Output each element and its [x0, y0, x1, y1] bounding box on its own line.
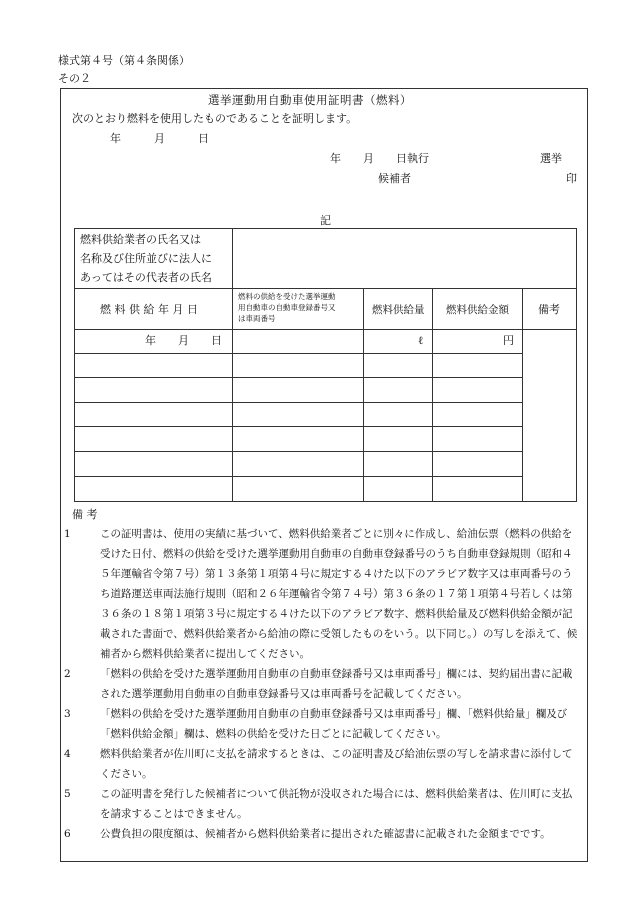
box-bottom [60, 861, 588, 862]
note-6 [64, 824, 580, 844]
note-3 [64, 704, 580, 744]
note-2-num: 2 [64, 668, 71, 680]
note-5 [64, 784, 580, 824]
qty-unit: ℓ [418, 334, 424, 347]
col-vehicle-header-3: は車両番号 [238, 314, 276, 323]
form-sub: その２ [58, 72, 91, 85]
note-2 [64, 664, 580, 704]
supplier-label-1: 燃料供給業者の氏名又は [80, 233, 201, 246]
col-remarks-header: 備考 [538, 303, 560, 316]
certificate-intro: 次のとおり燃料を使用したものであることを証明します。 [72, 112, 358, 125]
note-3-num: 3 [64, 708, 71, 720]
ki-label: 記 [320, 214, 331, 227]
col-amount-header: 燃料供給金額 [446, 304, 509, 316]
note-5-text: この証明書を発行した候補者について供託物が没収された場合には、燃料供給業者は、佐川町に支払を請求することはできません。 [100, 788, 573, 820]
col-qty-header: 燃料供給量 [372, 304, 425, 316]
seal-label: 印 [566, 172, 577, 185]
note-1-num: 1 [64, 528, 71, 540]
note-1-text: この証明書は、使用の実績に基づいて、燃料供給業者ごとに別々に作成し、給油伝票（燃料の供給を受けた日付、燃料の供給を受けた選挙運動用自動車の自動車登録番号のうち自動車登録規則（昭和４５年運輸省令第７号）第１３条第１項第４号に規定する４けた以下のアラビア数字又は車両番号のうち道路運送車両法施行規則（昭和２６年運輸省令第７４号）第３６条の１７第１項第４号若しくは第３６条の１８第１項第３号に規定する４けた以下のアラビア数字、燃料供給量及び燃料供給金額が記載された書面で、燃料供給業者から給油の際に受領したものをいう。以下同じ。）の写しを添えて、候補者から燃料供給業者に提出してください。 [100, 528, 578, 660]
col-date-header: 燃 料 供 給 年 月 日 [100, 303, 198, 316]
note-4-num: 4 [64, 748, 71, 760]
note-5-num: 5 [64, 788, 71, 800]
note-1 [64, 524, 580, 664]
form-number: 様式第４号（第４条関係） [58, 54, 190, 67]
certificate-title: 選挙運動用自動車使用証明書（燃料） [208, 93, 412, 107]
first-row-date: 年 月 日 [145, 334, 222, 347]
election-label: 選挙 [540, 152, 562, 165]
note-6-num: 6 [64, 828, 71, 840]
col-vehicle-header-2: 用自動車の自動車登録番号又 [238, 303, 336, 312]
issue-date: 年 月 日 [110, 132, 209, 145]
col-vehicle-header-1: 燃料の供給を受けた選挙運動 [238, 292, 336, 301]
supplier-label-2: 名称及び住所並びに法人に [80, 252, 212, 265]
candidate-label: 候補者 [378, 172, 411, 185]
amount-unit: 円 [503, 334, 514, 347]
note-4-text: 燃料供給業者が佐川町に支払を請求するときは、この証明書及び給油伝票の写しを請求書に添付してください。 [100, 748, 573, 780]
notes-heading: 備 考 [72, 508, 98, 521]
note-2-text: 「燃料の供給を受けた選挙運動用自動車の自動車登録番号又は車両番号」欄には、契約届出書に記載された選挙運動用自動車の自動車登録番号又は車両番号を記載してください。 [100, 668, 573, 700]
election-date: 年 月 日執行 [330, 152, 429, 165]
note-4 [64, 744, 580, 784]
supplier-label-3: あってはその代表者の氏名 [80, 271, 212, 284]
note-6-text: 公費負担の限度額は、候補者から燃料供給業者に提出された確認書に記載された金額までです。 [100, 828, 551, 840]
note-3-text: 「燃料の供給を受けた選挙運動用自動車の自動車登録番号又は車両番号」欄、「燃料供給量」欄及び「燃料供給金額」欄は、燃料の供給を受けた日ごとに記載してください。 [100, 708, 568, 740]
